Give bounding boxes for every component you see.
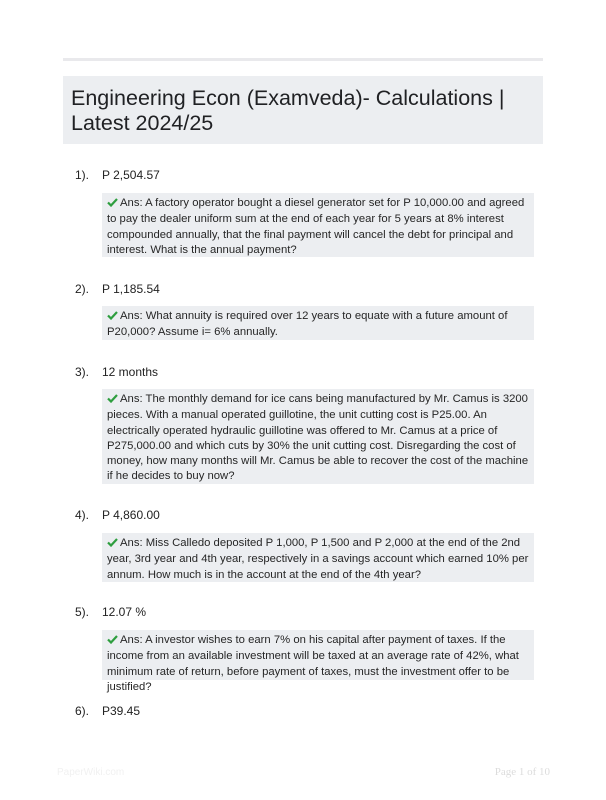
document-title: Engineering Econ (Examveda)- Calculations | Latest 2024/25	[71, 86, 505, 135]
ans-prefix: Ans:	[120, 310, 143, 322]
page-number: Page 1 of 10	[494, 766, 550, 778]
check-icon	[107, 537, 118, 552]
check-icon	[107, 197, 118, 212]
question-box	[102, 306, 534, 340]
check-icon	[107, 310, 118, 325]
ans-prefix: Ans:	[120, 634, 143, 646]
watermark: PaperWiki.com	[57, 767, 125, 778]
question-number: 4).	[75, 508, 90, 522]
question-box	[102, 630, 534, 693]
question-text: The monthly demand for ice cans being manufactured by Mr. Camus is 3200 pieces. With a manual operated guillotine, the unit cutting cost is P25.00. An electrically operated hydraulic guillotine was offered to Mr. Camus at a price of P275,000.00 and which cuts by 30% the unit cutting cost. Disregarding the cost of money, how many months will Mr. Camus be able to recover the cost of the machine if he decides to buy now?	[107, 393, 529, 483]
question-answer: 12 months	[102, 365, 159, 379]
question-text: A factory operator bought a diesel generator set for P 10,000.00 and agreed to pay the dealer uniform sum at the end of each year for 5 years at 8% interest compounded annually, that the final payment will cancel the debt for principal and interest. What is the annual payment?	[107, 197, 525, 256]
question-answer: P 2,504.57	[102, 168, 160, 182]
question-box	[102, 389, 534, 484]
question-number: 6).	[75, 704, 90, 718]
check-icon	[107, 393, 118, 408]
question-text: Miss Calledo deposited P 1,000, P 1,500 and P 2,000 at the end of the 2nd year, 3rd year and 4th year, respectively in a savings account which earned 10% per annum. How much is in the account at the end of the 4th year?	[107, 537, 529, 581]
question-answer: P 1,185.54	[102, 282, 160, 296]
question-text: What annuity is required over 12 years to equate with a future amount of P20,000? Assume i= 6% annually.	[107, 310, 508, 339]
question-box	[102, 193, 534, 257]
ans-prefix: Ans:	[120, 537, 143, 549]
question-number: 5).	[75, 605, 90, 619]
check-icon	[107, 634, 118, 649]
question-answer: P39.45	[102, 704, 141, 718]
question-box	[102, 533, 534, 582]
ans-prefix: Ans:	[120, 393, 143, 405]
question-number: 1).	[75, 168, 90, 182]
question-number: 2).	[75, 282, 90, 296]
ans-prefix: Ans:	[120, 197, 143, 209]
question-text: A investor wishes to earn 7% on his capital after payment of taxes. If the income from an available investment will be taxed at an average rate of 42%, what minimum rate of return, before payment of taxes, must the investment offer to be justified?	[107, 634, 519, 693]
question-answer: 12.07 %	[102, 605, 147, 619]
question-number: 3).	[75, 365, 90, 379]
title-banner	[63, 76, 543, 144]
question-answer: P 4,860.00	[102, 508, 160, 522]
top-divider	[63, 58, 543, 61]
